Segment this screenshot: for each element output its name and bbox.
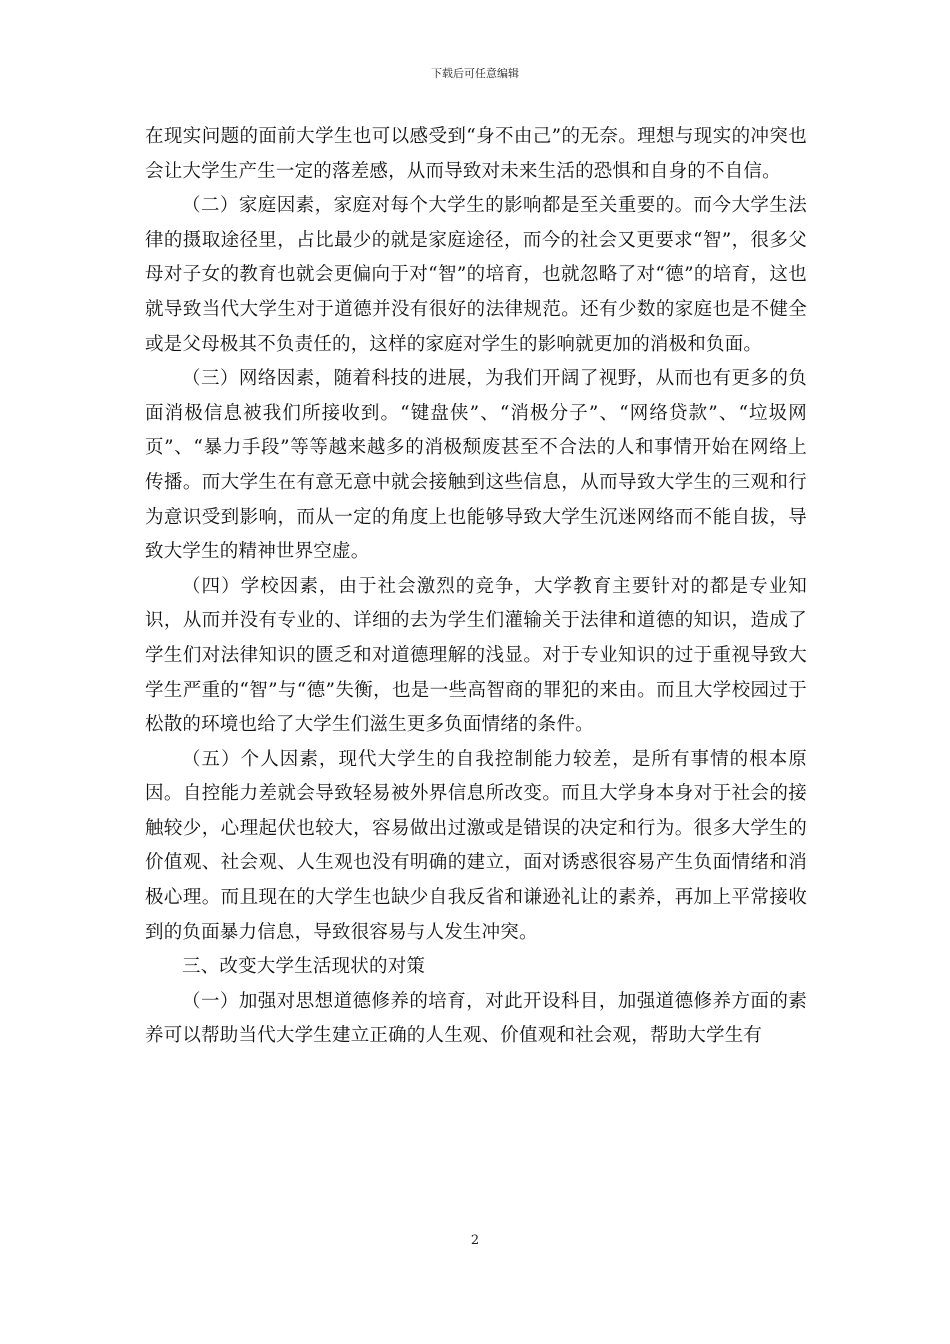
section-heading-countermeasures: 三、改变大学生活现状的对策 <box>182 956 426 978</box>
document-body <box>145 120 807 1054</box>
page-number: 2 <box>470 1233 480 1248</box>
paragraph-school-factor: （四）学校因素，由于社会激烈的竞争，大学教育主要针对的都是专业知识，从而并没有专业的、详细的去为学生们灌输关于法律和道德的知识，造成了学生们对法律知识的匮乏和对道德理解的浅显。对于专业知识的过于重视导致大学生严重的“智”与“德”失衡，也是一些高智商的罪犯的来由。而且大学校园过于松散的环境也给了大学生们滋生更多负面情绪的条件。 <box>145 575 807 736</box>
page-header: 下载后可任意编辑 <box>431 67 519 80</box>
paragraph-continuation: 在现实问题的面前大学生也可以感受到“身不由己”的无奈。理想与现实的冲突也会让大学生产生一定的落差感，从而导致对未来生活的恐惧和自身的不自信。 <box>145 126 807 182</box>
paragraph-personal-factor: （五）个人因素，现代大学生的自我控制能力较差，是所有事情的根本原因。自控能力差就会导致轻易被外界信息所改变。而且大学身本身对于社会的接触较少，心理起伏也较大，容易做出过激或是错误的决定和行为。很多大学生的价值观、社会观、人生观也没有明确的建立，面对诱惑很容易产生负面情绪和消极心理。而且现在的大学生也缺少自我反省和谦逊礼让的素养，再加上平常接收到的负面暴力信息，导致很容易与人发生冲突。 <box>145 748 807 943</box>
paragraph-network-factor: （三）网络因素，随着科技的进展，为我们开阔了视野，从而也有更多的负面消极信息被我们所接收到。“键盘侠”、“消极分子”、“网络贷款”、“垃圾网页”、“暴力手段”等等越来越多的消极颓废甚至不合法的人和事情开始在网络上传播。而大学生在有意无意中就会接触到这些信息，从而导致大学生的三观和行为意识受到影响，而从一定的角度上也能够导致大学生沉迷网络而不能自拔，导致大学生的精神世界空虚。 <box>145 368 807 563</box>
paragraph-moral-cultivation: （一）加强对思想道德修养的培育，对此开设科目，加强道德修养方面的素养可以帮助当代大学生建立正确的人生观、价值观和社会观，帮助大学生有 <box>145 990 807 1047</box>
paragraph-family-factor: （二）家庭因素，家庭对每个大学生的影响都是至关重要的。而今大学生法律的摄取途径里，占比最少的就是家庭途径，而今的社会又更要求“智”，很多父母对子女的教育也就会更偏向于对“智”的培育，也就忽略了对“德”的培育，这也就导致当代大学生对于道德并没有很好的法律规范。还有少数的家庭也是不健全或是父母极其不负责任的，这样的家庭对学生的影响就更加的消极和负面。 <box>145 195 807 355</box>
